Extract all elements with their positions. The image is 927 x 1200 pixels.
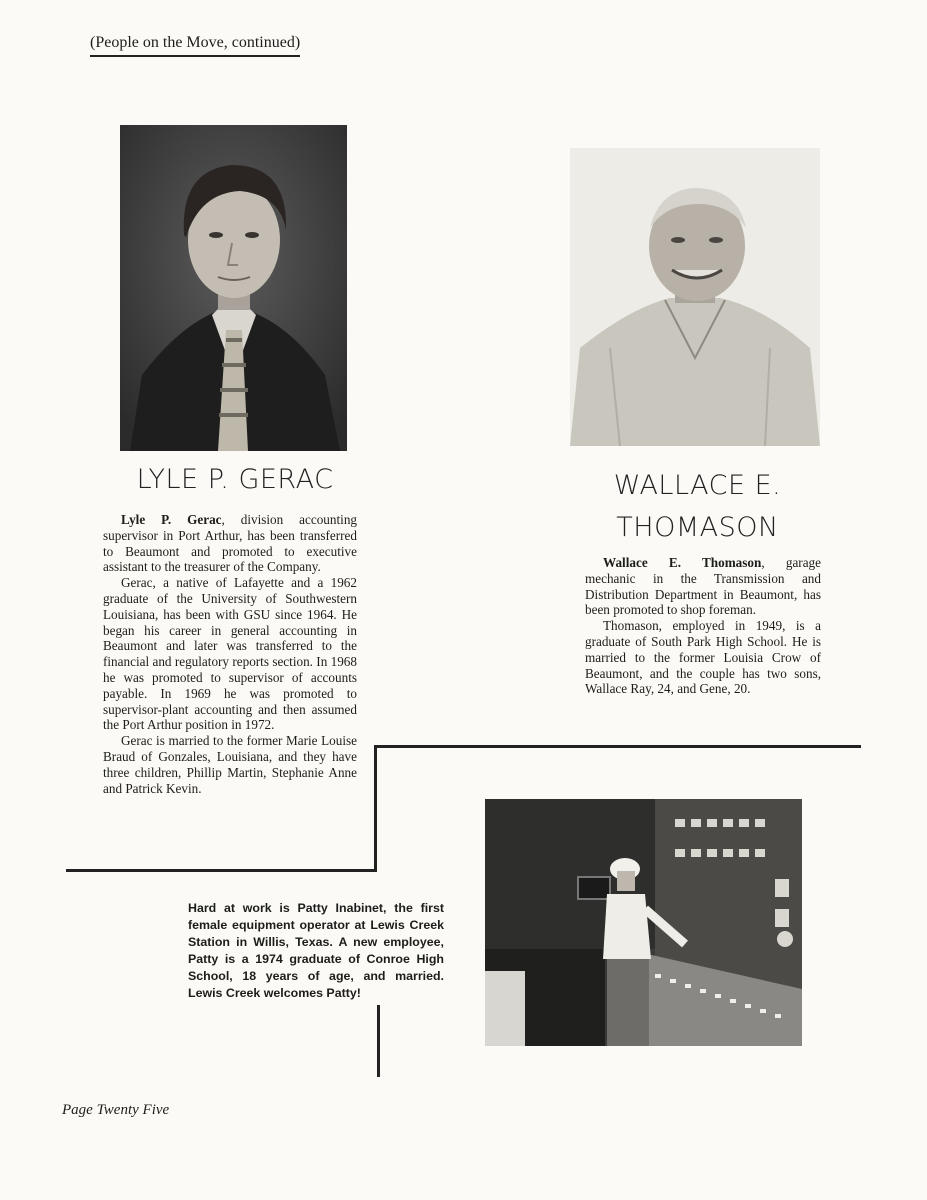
thomason-name-line-1: WALLACE E. — [613, 470, 782, 501]
vertical-rule-lower — [377, 1005, 380, 1077]
thomason-article-text — [585, 555, 821, 697]
thomason-name-line-2: THOMASON — [616, 512, 779, 543]
thomason-paragraph-1: Wallace E. Thomason, garage mechanic in the Transmission and Distribution Department in Beaumont, has been promoted to shop foreman. — [585, 555, 821, 618]
gerac-name-heading: LYLE P. GERAC — [136, 464, 334, 495]
horizontal-rule-upper — [374, 745, 861, 748]
page-number: Page Twenty Five — [62, 1102, 170, 1118]
thomason-name-heading — [570, 465, 825, 549]
control-room-photo — [485, 799, 802, 1046]
thomason-lead-name: Wallace E. Thomason — [603, 555, 762, 570]
photo-caption: Hard at work is Patty Inabinet, the first female equipment operator at Lewis Creek Station in Willis, Texas. A new employee, Patty is a 1974 graduate of Conroe High School, 18 years of age, and married. Lewis Creek welcomes Patty! — [188, 901, 444, 1000]
horizontal-rule-lower — [66, 869, 377, 872]
gerac-paragraph-3: Gerac is married to the former Marie Louise Braud of Gonzales, Louisiana, and they have three children, Phillip Martin, Stephanie Anne and Patrick Kevin. — [103, 733, 357, 796]
thomason-paragraph-2: Thomason, employed in 1949, is a graduate of South Park High School. He is married to the former Louisia Crow of Beaumont, and the couple has two sons, Wallace Ray, 24, and Gene, 20. — [585, 618, 821, 697]
gerac-paragraph-2: Gerac, a native of Lafayette and a 1962 graduate of the University of Southwestern Louisiana, has been with GSU since 1964. He began his career in general accounting in Beaumont and later was transferred to the financial and regulatory reports section. In 1968 he was promoted to supervisor of accounts payable. In 1969 he was promoted to supervisor-plant accounting and then assumed the Port Arthur position in 1972. — [103, 575, 357, 733]
gerac-portrait-image — [120, 125, 347, 451]
gerac-portrait-photo — [120, 125, 347, 451]
thomason-portrait-image — [570, 148, 820, 446]
control-room-image — [485, 799, 802, 1046]
thomason-portrait-photo — [570, 148, 820, 446]
vertical-rule-upper — [374, 745, 377, 872]
gerac-lead-name: Lyle P. Gerac — [121, 512, 222, 527]
section-header: (People on the Move, continued) — [90, 34, 300, 57]
gerac-paragraph-1: Lyle P. Gerac, division accounting supervisor in Port Arthur, has been transferred to Beaumont and promoted to executive assistant to the treasurer of the Company. — [103, 512, 358, 575]
gerac-article-text — [103, 512, 357, 796]
